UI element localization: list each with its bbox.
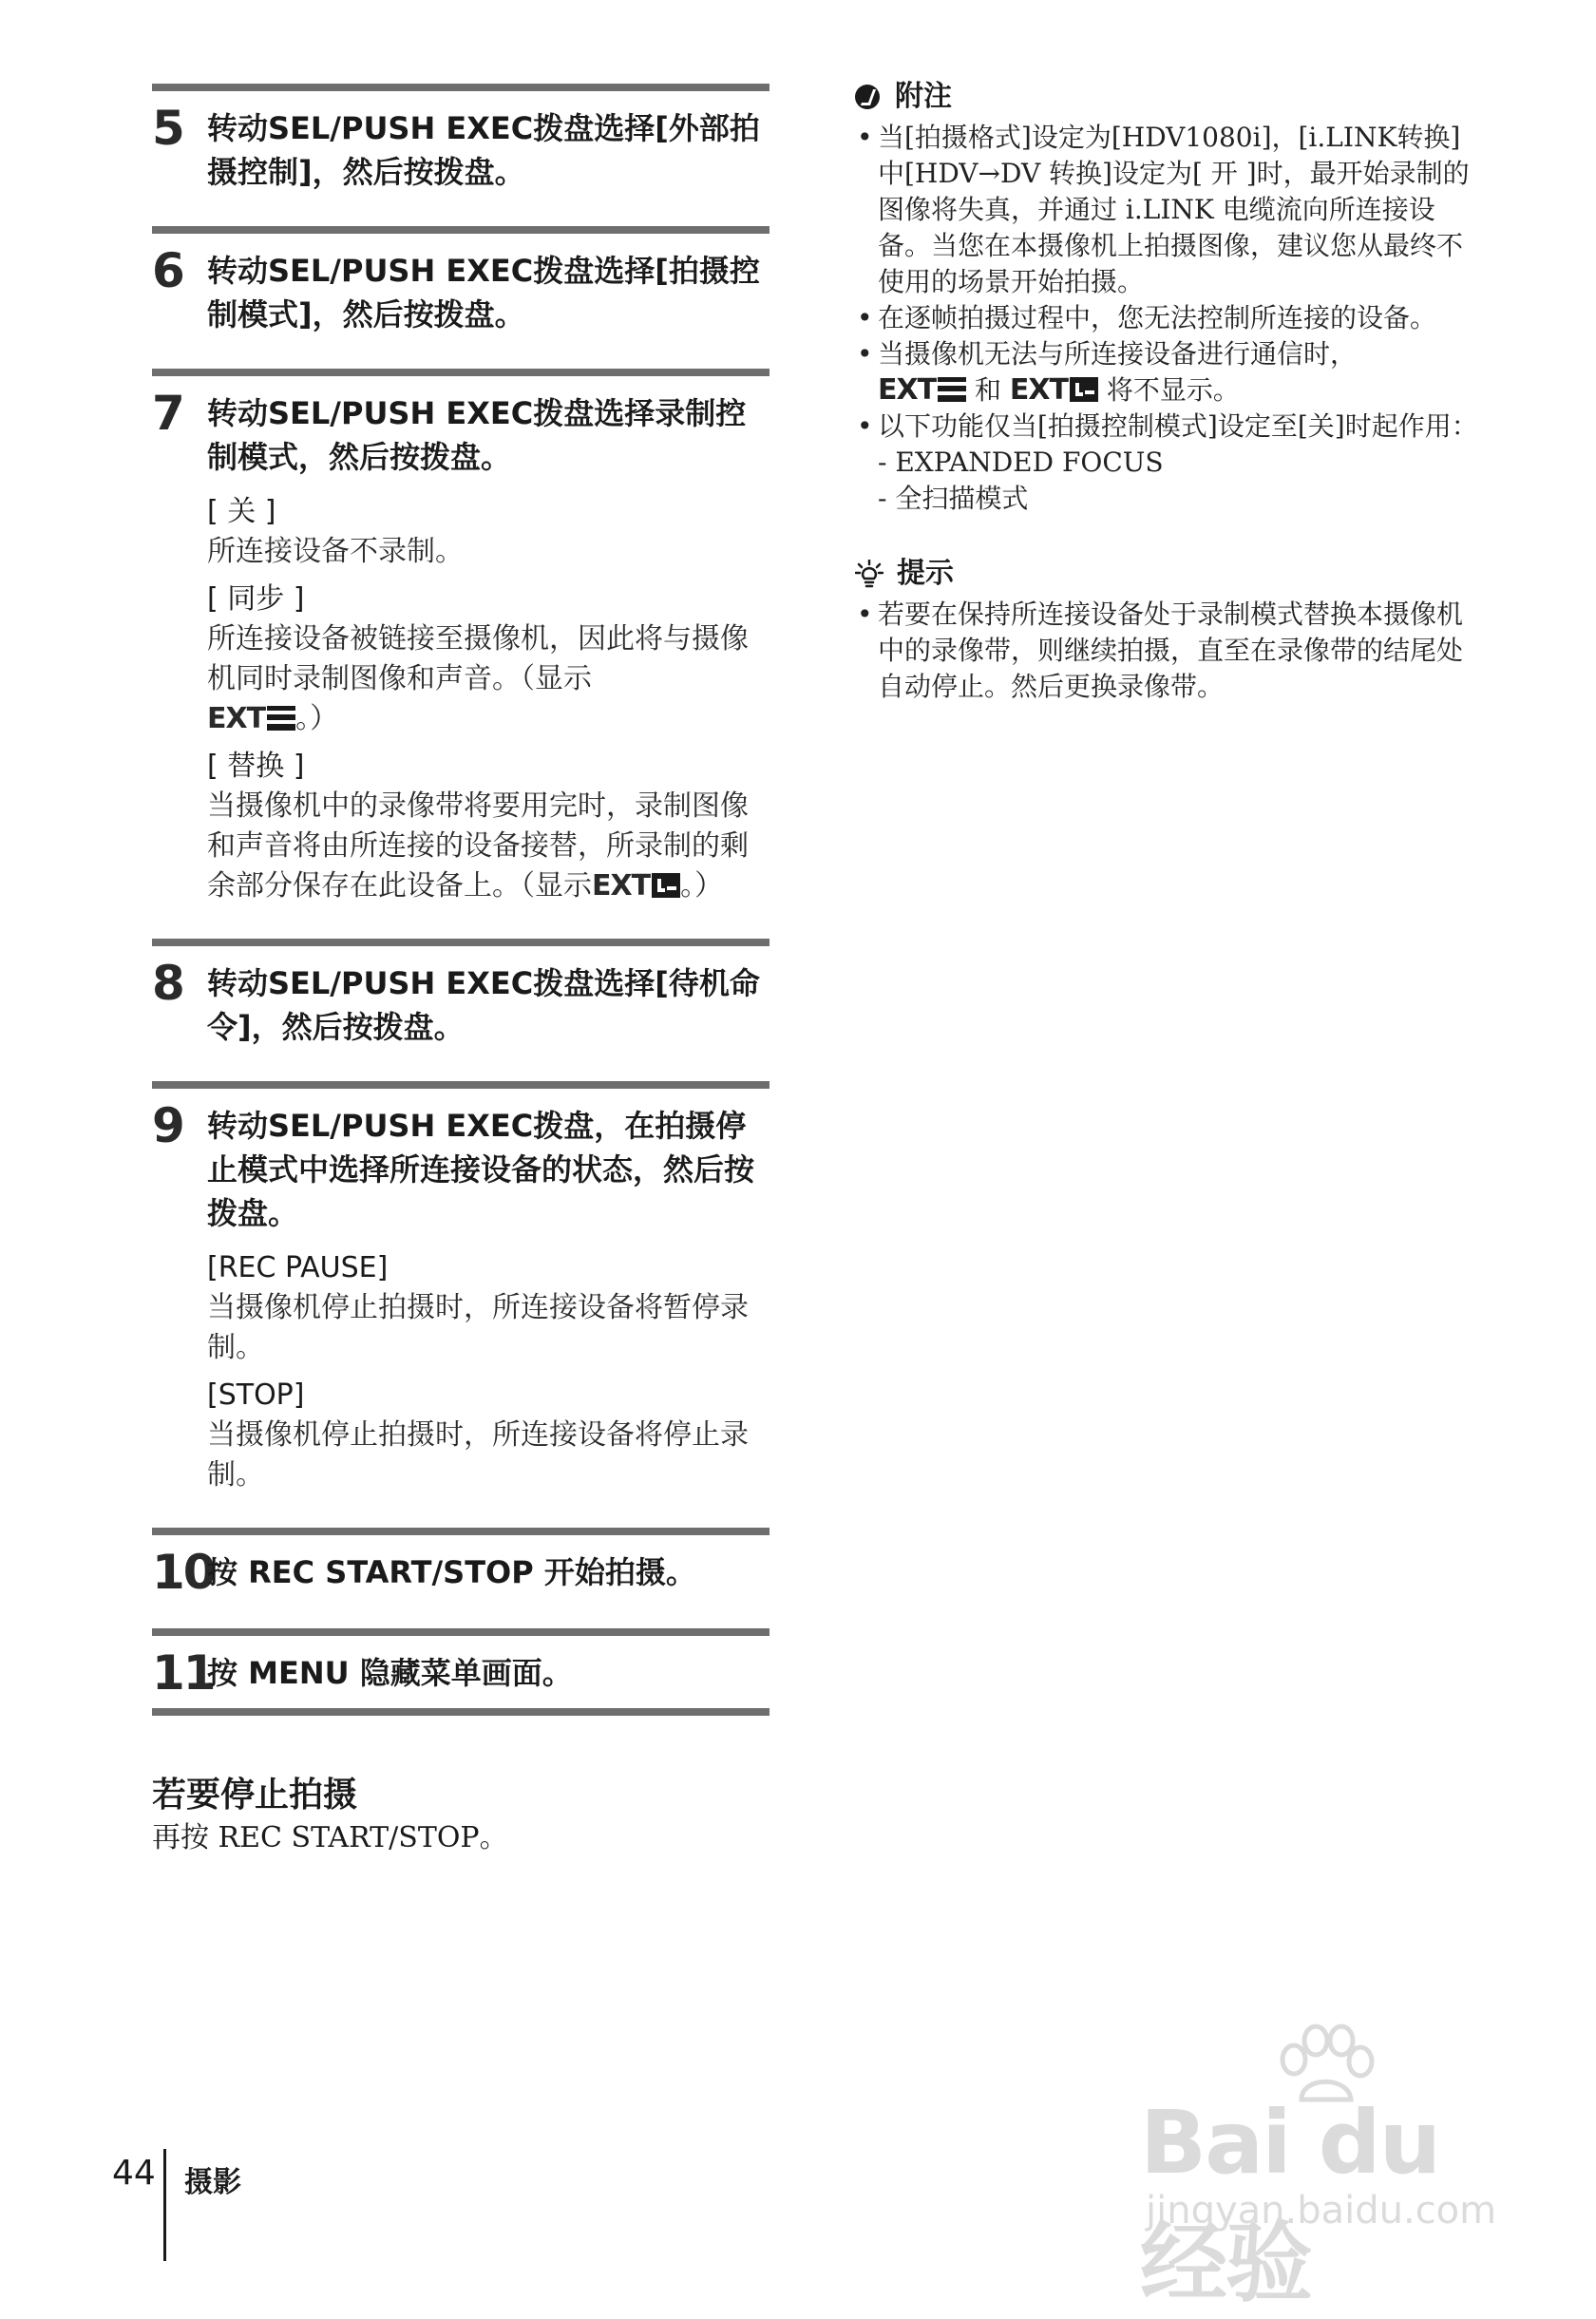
step-number: 5 <box>152 101 183 156</box>
option-label: [ 关 ] <box>207 495 276 528</box>
section-label: 摄影 <box>184 2166 241 2199</box>
option-description: 当摄像机停止拍摄时，所连接设备将停止录制。 <box>207 1418 749 1492</box>
note-item: • 当摄像机无法与所连接设备进行通信时， EXT 和 EXT 将不显示。 <box>855 336 1482 409</box>
note-sub-item: - 全扫描模式 <box>878 483 1029 514</box>
option-label: [ 同步 ] <box>207 582 305 616</box>
option-description-suffix: 。） <box>295 702 339 735</box>
step-7 <box>152 369 770 906</box>
step-number: 6 <box>152 243 183 298</box>
option-label: [ 替换 ] <box>207 750 305 783</box>
step-text: 转动SEL/PUSH EXEC拨盘选择[外部拍摄控制]，然后按拨盘。 <box>207 110 760 190</box>
option-label: [REC PAUSE] <box>207 1251 389 1284</box>
option-description: 当摄像机停止拍摄时，所连接设备将暂停录制。 <box>207 1291 749 1364</box>
ext-swap-icon: EXT <box>592 866 680 906</box>
step-text: 转动SEL/PUSH EXEC拨盘选择录制控制模式，然后按拨盘。 <box>207 395 747 475</box>
tips-block <box>855 555 1482 705</box>
step-number: 8 <box>152 956 183 1011</box>
step-6 <box>152 226 770 336</box>
instructions-column <box>152 84 770 1858</box>
option-description: 所连接设备不录制。 <box>207 535 464 568</box>
step-text: 转动SEL/PUSH EXEC拨盘，在拍摄停止模式中选择所连接设备的状态，然后按拨盘。 <box>207 1108 755 1231</box>
option-list <box>207 492 770 906</box>
step-8 <box>152 939 770 1049</box>
option-description-text: 当摄像机中的录像带将要用完时，录制图像和声音将由所连接的设备接替，所录制的剩余部分保存在此设备上。（显示 <box>207 789 749 903</box>
option-description <box>207 787 770 906</box>
page-number: 44 <box>112 2154 156 2193</box>
note-sub-item: - EXPANDED FOCUS <box>878 447 1164 478</box>
step-number: 7 <box>152 386 183 441</box>
tips-list <box>855 597 1482 705</box>
lightbulb-icon <box>855 560 884 588</box>
ext-swap-icon: EXT <box>1010 372 1098 409</box>
note-item: • 以下功能仅当[拍摄控制模式]设定至[关]时起作用： <box>855 409 1482 445</box>
baidu-watermark <box>1140 2024 1539 2314</box>
tips-heading: 提示 <box>855 555 1482 593</box>
option-description-suffix: 。） <box>680 869 724 903</box>
section-body: 再按 REC START/STOP。 <box>152 1821 508 1854</box>
notes-heading: 附注 <box>855 78 1482 116</box>
ext-sync-icon: EXT <box>207 699 295 739</box>
ext-sync-icon: EXT <box>878 372 966 409</box>
note-item: • 在逐帧拍摄过程中，您无法控制所连接的设备。 <box>855 300 1482 336</box>
step-text: 转动SEL/PUSH EXEC拨盘选择[待机命令]，然后按拨盘。 <box>207 965 760 1045</box>
watermark-url: jingyan.baidu.com <box>1146 2189 1497 2233</box>
option-description <box>207 619 770 739</box>
option-description-text: 所连接设备被链接至摄像机，因此将与摄像机同时录制图像和声音。（显示 <box>207 622 749 695</box>
watermark-brand: Bai du 经验 <box>1140 2092 1440 2314</box>
step-5 <box>152 84 770 194</box>
note-icon <box>855 85 880 109</box>
notes-list <box>855 120 1482 445</box>
section-heading: 若要停止拍摄 <box>152 1776 358 1815</box>
step-9 <box>152 1081 770 1495</box>
step-text: 转动SEL/PUSH EXEC拨盘选择[拍摄控制模式]，然后按拨盘。 <box>207 253 760 333</box>
step-text: 按 REC START/STOP 开始拍摄。 <box>207 1554 696 1590</box>
note-item: • 当[拍摄格式]设定为[HDV1080i]，[i.LINK转换]中[HDV→DV 转换]设定为[ 开 ]时，最开始录制的图像将失真，并通过 i.LINK 电缆流向所连接设备。当您在本摄像机上拍摄图像，建议您从最终不使用的场景开始拍摄。 <box>855 120 1482 300</box>
step-number: 11 <box>152 1645 215 1701</box>
notes-column <box>855 78 1482 705</box>
option-list <box>207 1248 770 1495</box>
tip-item: • 若要在保持所连接设备处于录制模式替换本摄像机中的录像带，则继续拍摄，直至在录像带的结尾处自动停止。然后更换录像带。 <box>855 597 1482 705</box>
footer-divider <box>163 2149 166 2261</box>
option-label: [STOP] <box>207 1378 305 1412</box>
step-11 <box>152 1628 770 1716</box>
step-text: 按 MENU 隐藏菜单画面。 <box>207 1655 573 1691</box>
step-number: 9 <box>152 1098 183 1153</box>
step-10 <box>152 1528 770 1600</box>
step-number: 10 <box>152 1545 215 1600</box>
